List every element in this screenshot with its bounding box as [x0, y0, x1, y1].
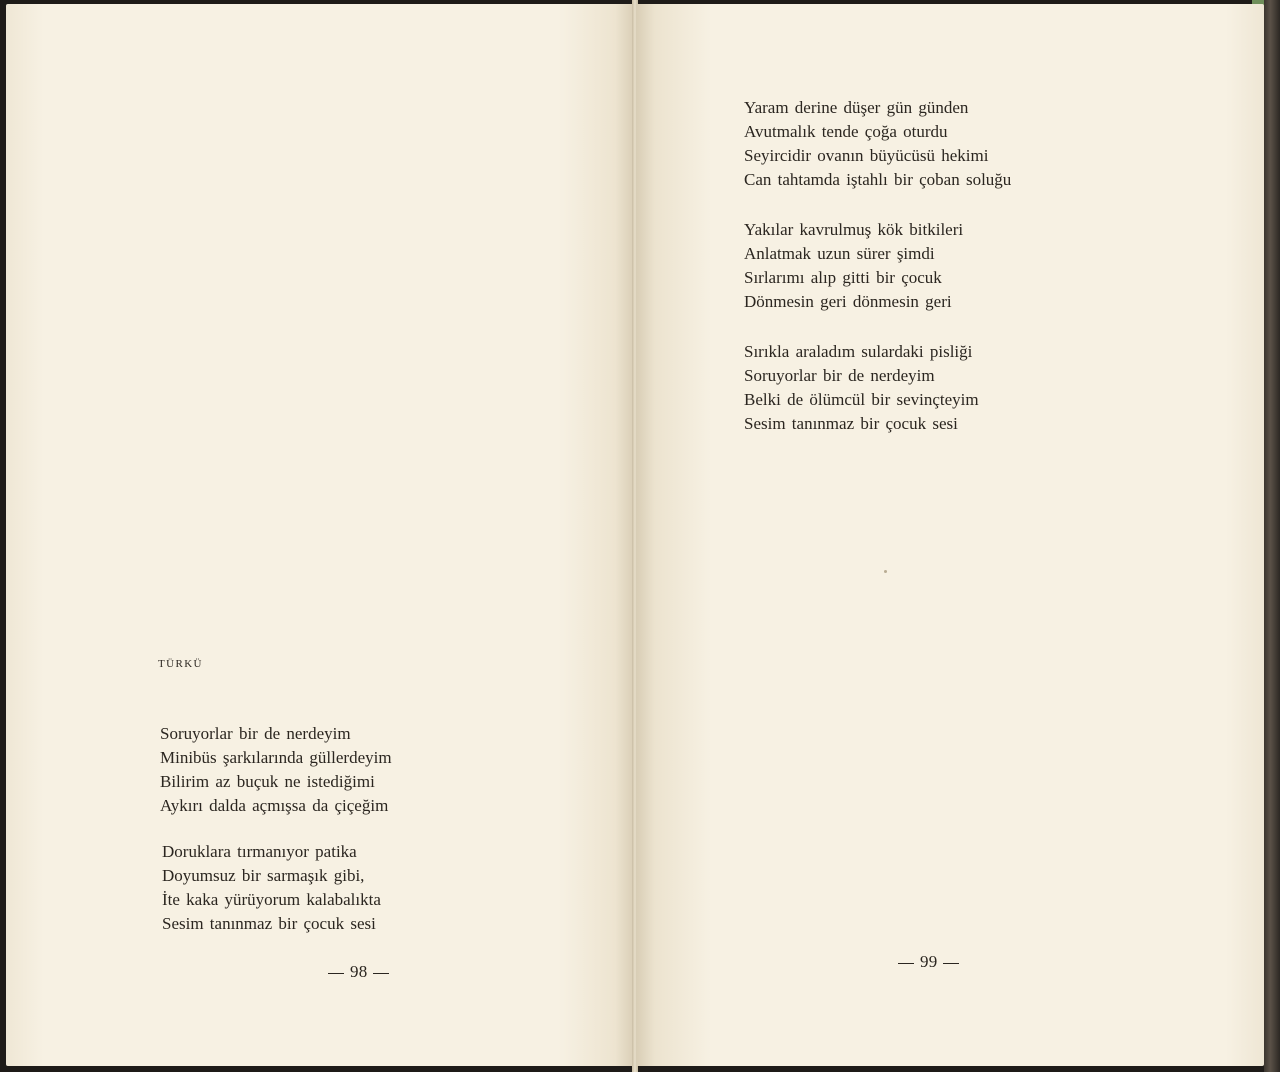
poem-line: Yakılar kavrulmuş kök bitkileri: [744, 220, 964, 239]
right-page: [636, 4, 1264, 1066]
page-number-value: 98: [350, 962, 368, 981]
poem-line: Sesim tanınmaz bir çocuk sesi: [162, 914, 376, 933]
poem-line: Sesim tanınmaz bir çocuk sesi: [744, 414, 958, 433]
poem-line: Avutmalık tende çoğa oturdu: [744, 122, 948, 141]
poem-line: Seyircidir ovanın büyücüsü hekimi: [744, 146, 989, 165]
stanza: [744, 96, 1011, 192]
poem-line: Sırıkla araladım sulardaki pisliği: [744, 342, 973, 361]
poem-line: Bilirim az buçuk ne istediğimi: [160, 772, 375, 791]
poem-title: TÜRKÜ: [158, 658, 203, 670]
stanza: [160, 722, 392, 818]
poem-line: Dönmesin geri dönmesin geri: [744, 292, 952, 311]
poem-line: Doyumsuz bir sarmaşık gibi,: [162, 866, 365, 885]
poem-line: İte kaka yürüyorum kalabalıkta: [162, 890, 381, 909]
poem-line: Sırlarımı alıp gitti bir çocuk: [744, 268, 942, 287]
paper-speck: [884, 570, 887, 573]
poem-line: Can tahtamda iştahlı bir çoban soluğu: [744, 170, 1012, 189]
stanza: [744, 218, 963, 314]
poem-line: Soruyorlar bir de nerdeyim: [744, 366, 935, 385]
book-edge: [1264, 0, 1280, 1072]
stanza: [162, 840, 381, 936]
poem-line: Yaram derine düşer gün günden: [744, 98, 969, 117]
poem-line: Belki de ölümcül bir sevinçteyim: [744, 390, 979, 409]
page-number: [322, 962, 395, 982]
stanza: [744, 340, 979, 436]
poem-line: Doruklara tırmanıyor patika: [162, 842, 357, 861]
poem-line: Soruyorlar bir de nerdeyim: [160, 724, 351, 743]
poem-line: Minibüs şarkılarında güllerdeyim: [160, 748, 392, 767]
poem-line: Aykırı dalda açmışsa da çiçeğim: [160, 796, 389, 815]
poem-line: Anlatmak uzun sürer şimdi: [744, 244, 935, 263]
page-number-value: 99: [920, 952, 938, 971]
left-page: [6, 4, 634, 1066]
page-number: [892, 952, 965, 972]
